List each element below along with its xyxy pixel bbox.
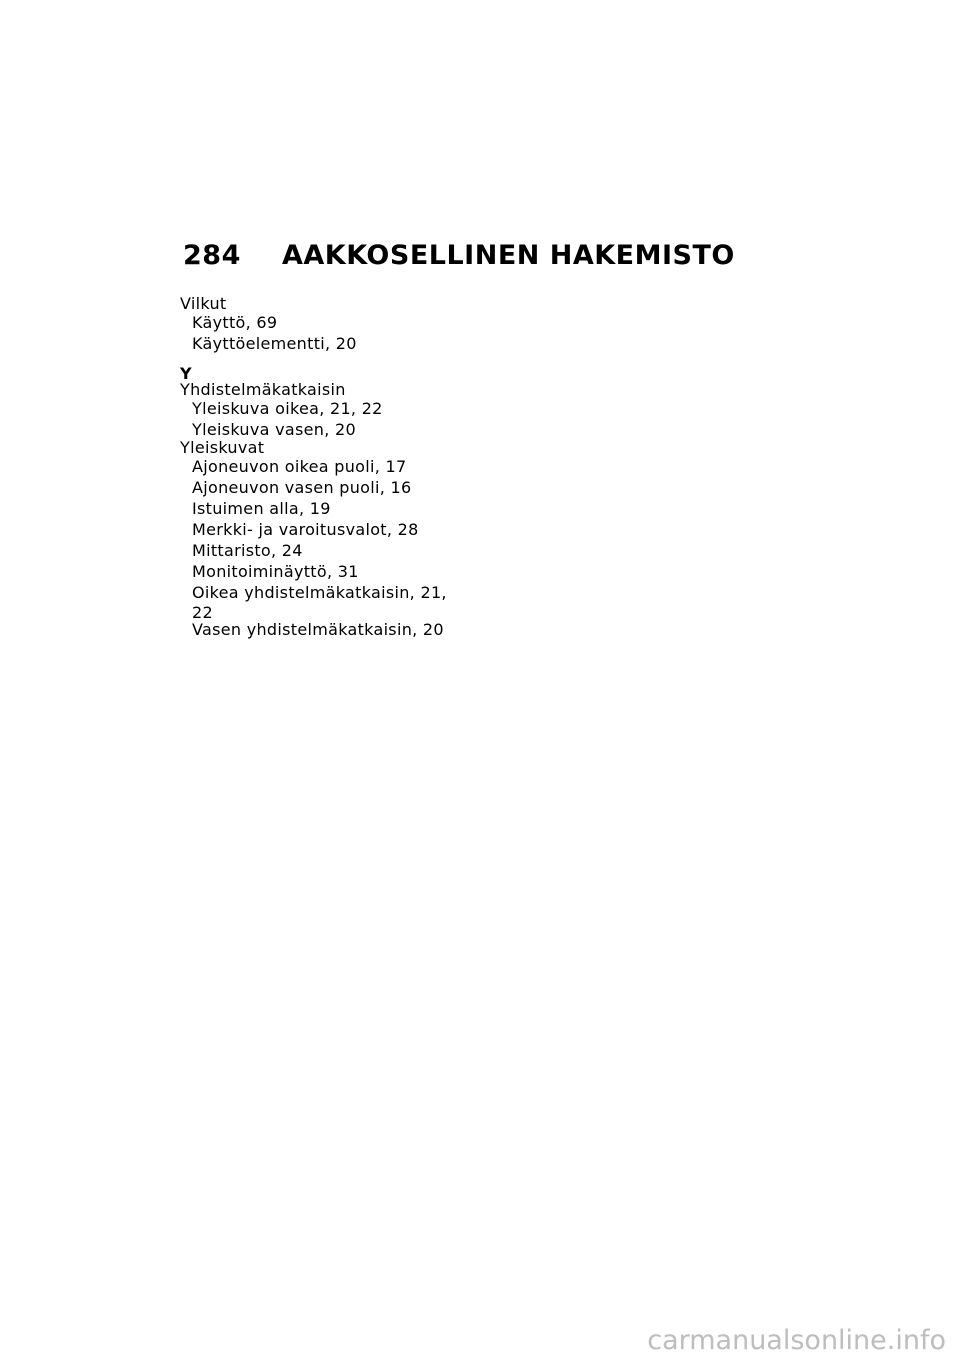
index-subentry: Merkki- ja varoitusvalot, 28 [192, 520, 419, 539]
index-list [180, 296, 480, 639]
index-subentry-continuation: 22 [192, 603, 213, 622]
index-subentry: Monitoiminäyttö, 31 [192, 562, 359, 581]
index-subentry: Käyttö, 69 [192, 313, 278, 332]
page-title: AAKKOSELLINEN HAKEMISTO [282, 240, 735, 271]
index-subentry: Käyttöelementti, 20 [192, 334, 357, 353]
index-subentry: Yleiskuva vasen, 20 [192, 420, 356, 439]
page-number: 284 [183, 240, 241, 271]
index-term-yhdistelmakatkaisin: Yhdistelmäkatkaisin [180, 380, 346, 399]
index-subentry: Vasen yhdistelmäkatkaisin, 20 [192, 620, 444, 639]
index-letter-heading: Y [180, 364, 192, 383]
index-subentry: Ajoneuvon oikea puoli, 17 [192, 457, 407, 476]
watermark-link[interactable]: carmanualsonline.info [647, 1325, 946, 1356]
index-subentry: Ajoneuvon vasen puoli, 16 [192, 478, 412, 497]
index-subentry: Yleiskuva oikea, 21, 22 [192, 399, 383, 418]
index-term-vilkut: Vilkut [180, 294, 227, 313]
index-term-yleiskuvat: Yleiskuvat [180, 438, 265, 457]
index-subentry: Oikea yhdistelmäkatkaisin, 21, [192, 583, 447, 602]
index-subentry: Istuimen alla, 19 [192, 499, 331, 518]
index-subentry: Mittaristo, 24 [192, 541, 303, 560]
